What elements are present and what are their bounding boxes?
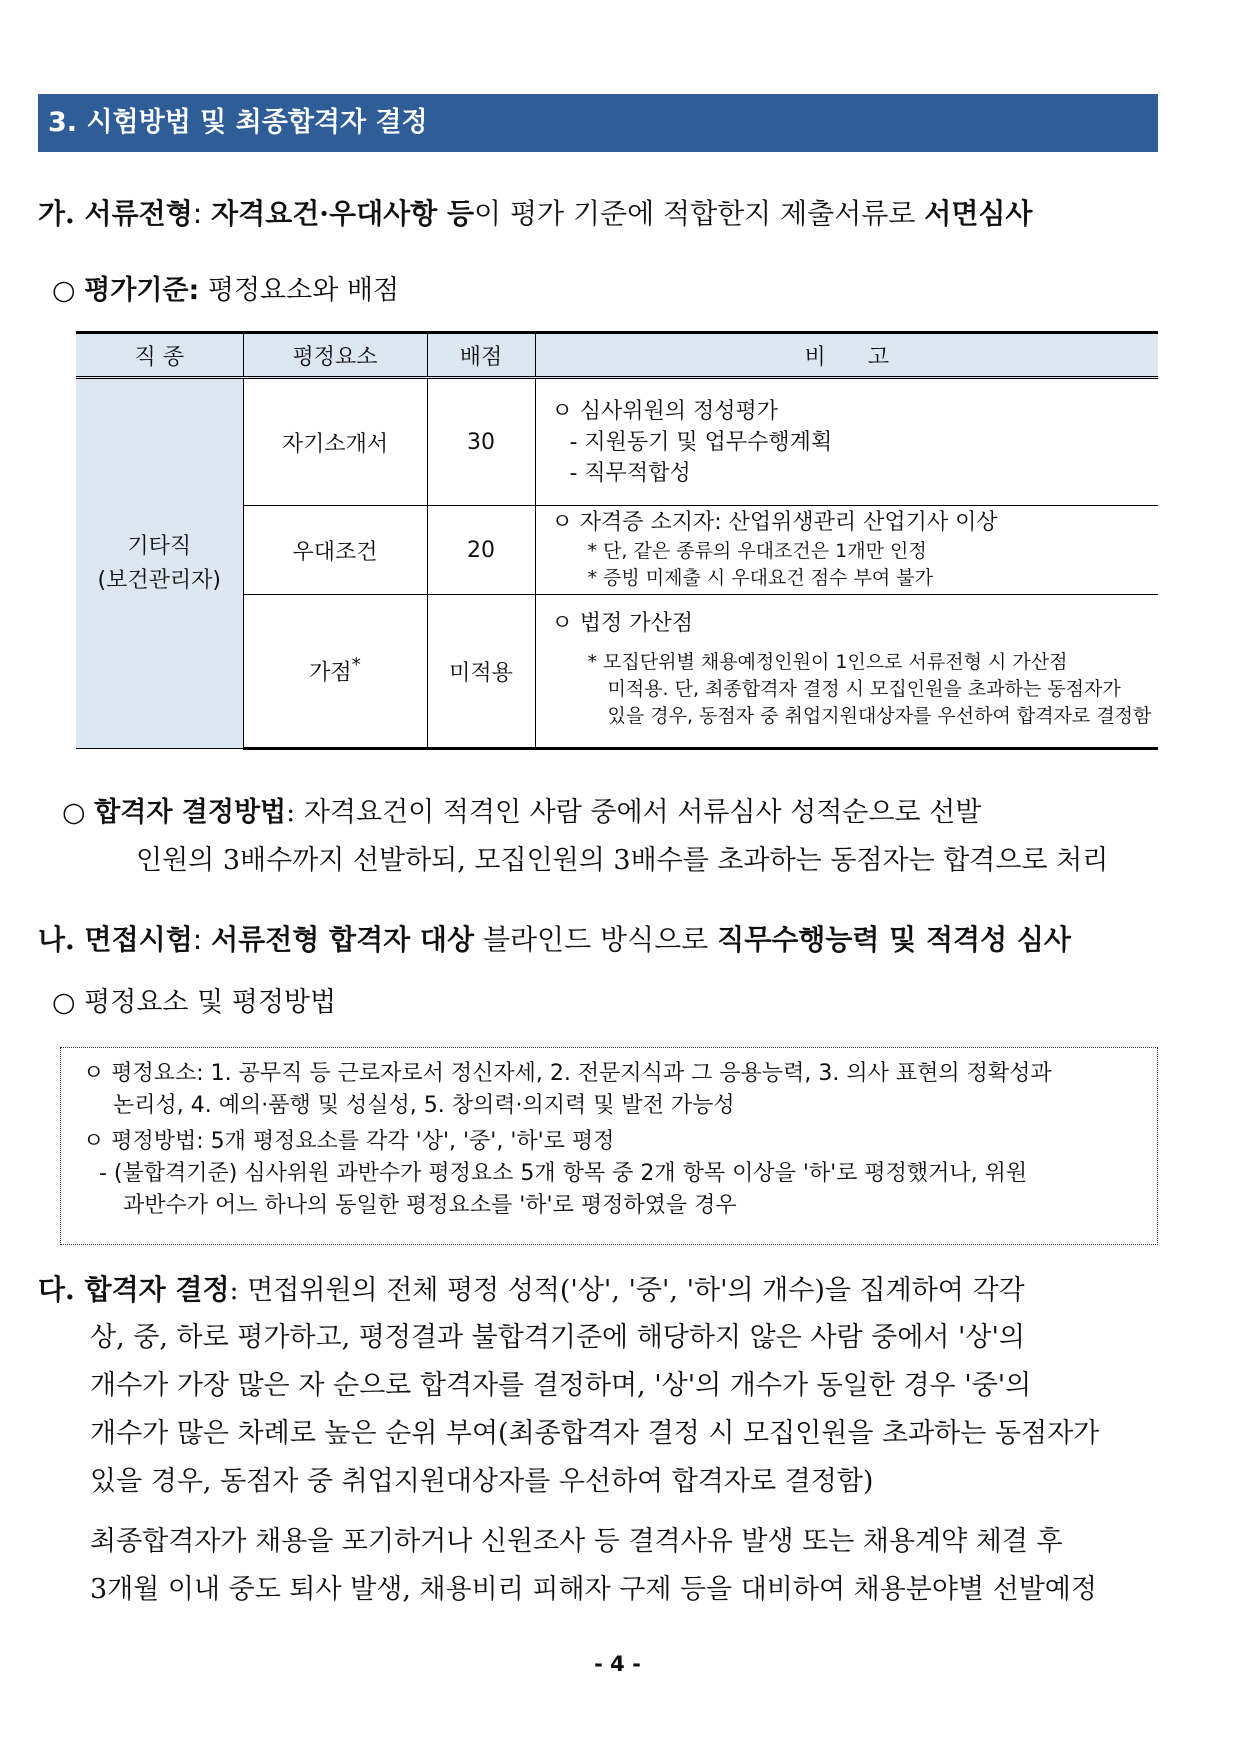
section-na-line: 나. 면접시험: 서류전형 합격자 대상 블라인드 방식으로 직무수행능력 및 적격성 심사 <box>38 923 1071 956</box>
element-cell: 우대조건 <box>243 506 427 595</box>
element-cell: 자기소개서 <box>243 378 427 506</box>
table-header-row <box>76 333 1158 378</box>
criteria-line: - (불합격기준) 심사위원 과반수가 평정요소 5개 항목 중 2개 항목 이상을 '하'로 평정했거나, 위원 <box>99 1161 1028 1186</box>
na-label: 나. 면접시험 <box>38 923 193 956</box>
interview-heading: ○ 평정요소 및 평정방법 <box>52 987 337 1018</box>
ga-text1: 이 평가 기준에 적합한지 제출서류로 <box>474 197 916 230</box>
header-score: 배점 <box>427 333 535 378</box>
da-line: 3개월 이내 중도 퇴사 발생, 채용비리 피해자 구제 등을 대비하여 채용분야별 선발예정 <box>90 1574 1097 1605</box>
score-cell: 20 <box>427 506 535 595</box>
decision-method-line2: 인원의 3배수까지 선발하되, 모집인원의 3배수를 초과하는 동점자는 합격으로 처리 <box>136 845 1109 876</box>
criteria-heading: ○ 평가기준: 평정요소와 배점 <box>52 275 400 306</box>
decision-method-line1: ○ 합격자 결정방법: 자격요건이 적격인 사람 중에서 서류심사 성적순으로 선발 <box>62 797 982 828</box>
da-line: 상, 중, 하로 평가하고, 평정결과 불합격기준에 해당하지 않은 사람 중에서 '상'의 <box>90 1322 1025 1353</box>
header-job: 직 종 <box>76 333 243 378</box>
score-cell: 미적용 <box>427 595 535 749</box>
na-bold1: 서류전형 합격자 대상 <box>211 923 475 956</box>
criteria-line: ㅇ 평정요소: 1. 공무직 등 근로자로서 정신자세, 2. 전문지식과 그 응용능력, 3. 의사 표현의 정확성과 <box>83 1061 1052 1086</box>
ga-bold1: 자격요건·우대사항 등 <box>211 197 475 230</box>
da-line: 개수가 많은 차례로 높은 순위 부여(최종합격자 결정 시 모집인원을 초과하는 동점자가 <box>90 1418 1100 1449</box>
header-element: 평정요소 <box>243 333 427 378</box>
criteria-line: 과반수가 어느 하나의 동일한 평정요소를 '하'로 평정하였을 경우 <box>123 1193 737 1218</box>
ga-label: 가. 서류전형 <box>38 197 193 230</box>
page-number: - 4 - <box>594 1652 641 1676</box>
da-line: 있을 경우, 동점자 중 취업지원대상자를 우선하여 합격자로 결정함) <box>90 1466 874 1497</box>
da-line: 최종합격자가 채용을 포기하거나 신원조사 등 결격사유 발생 또는 채용계약 체결 후 <box>90 1526 1063 1557</box>
section-ga-line: 가. 서류전형: 자격요건·우대사항 등이 평가 기준에 적합한지 제출서류로 서면심사 <box>38 197 1033 230</box>
element-cell: 가점* <box>243 595 427 749</box>
da-line: 개수가 가장 많은 자 순으로 합격자를 결정하며, '상'의 개수가 동일한 경우 '중'의 <box>90 1370 1032 1401</box>
section-da-line1: 다. 합격자 결정: 면접위원의 전체 평정 성적('상', '중', '하'의 개수)을 집계하여 각각 <box>38 1273 1025 1306</box>
criteria-line: 논리성, 4. 예의·품행 및 성실성, 5. 창의력·의지력 및 발전 가능성 <box>113 1093 735 1118</box>
table-row <box>76 378 1158 506</box>
criteria-line: ㅇ 평정방법: 5개 평정요소를 각각 '상', '중', '하'로 평정 <box>83 1129 615 1154</box>
interview-criteria-box <box>60 1047 1158 1245</box>
evaluation-table <box>76 331 1158 750</box>
job-cell: 기타직 (보건관리자) <box>76 378 243 749</box>
notes-cell: ㅇ 심사위원의 정성평가 - 지원동기 및 업무수행계획 - 직무적합성 <box>535 378 1158 506</box>
notes-cell: ㅇ 자격증 소지자: 산업위생관리 산업기사 이상 * 단, 같은 종류의 우대조건은 1개만 인정 * 증빙 미제출 시 우대요건 점수 부여 불가 <box>535 506 1158 595</box>
ga-bold2: 서면심사 <box>924 197 1033 230</box>
na-text1: 블라인드 방식으로 <box>482 923 709 956</box>
header-notes: 비 고 <box>535 333 1158 378</box>
section-title: 3. 시험방법 및 최종합격자 결정 <box>38 94 1158 152</box>
score-cell: 30 <box>427 378 535 506</box>
da-label: 다. 합격자 결정 <box>38 1273 230 1306</box>
na-bold2: 직무수행능력 및 적격성 심사 <box>717 923 1071 956</box>
notes-cell: ㅇ 법정 가산점 * 모집단위별 채용예정인원이 1인으로 서류전형 시 가산점 미적용. 단, 최종합격자 결정 시 모집인원을 초과하는 동점자가 있을 경우, 동점자 중 취업지원대상자를 우선하여 합격자로 결정함 <box>535 595 1158 749</box>
